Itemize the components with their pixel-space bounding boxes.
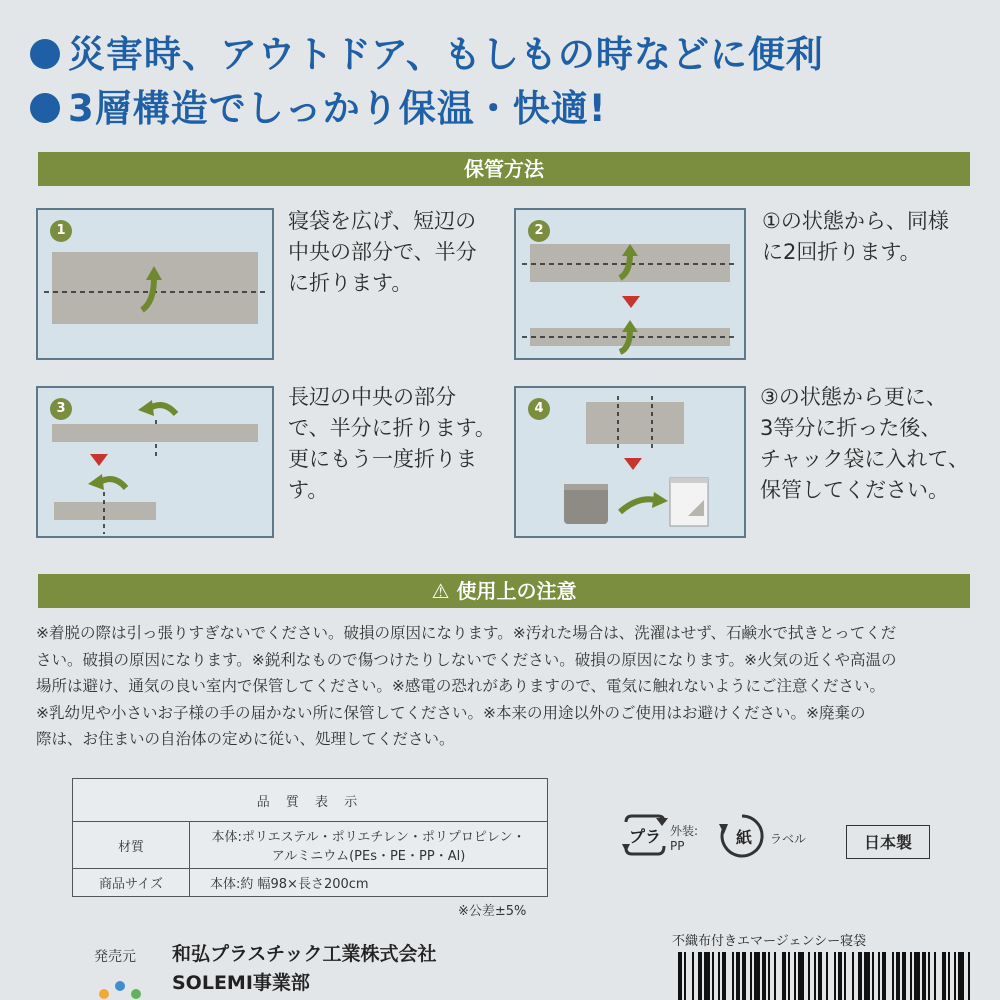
fold-diagram-3 <box>38 388 272 536</box>
step-1-illustration <box>36 208 274 360</box>
svg-text:プラ: プラ <box>628 827 662 846</box>
bullet-dot-icon <box>30 93 60 123</box>
step-3-illustration <box>36 386 274 538</box>
paper-recycle-icon <box>718 812 766 860</box>
step-4-illustration <box>514 386 746 538</box>
fold-diagram-4 <box>516 388 744 536</box>
step-2-text: ①の状態から、同様 に2回折ります。 <box>762 209 949 264</box>
material-value: 本体:ポリエステル・ポリエチレン・ポリプロピレン・ アルミニウム(PEs・PE・PP・Al) <box>190 822 548 869</box>
seller-company: 和弘プラスチック工業株式会社 <box>172 943 437 965</box>
storage-section-title: 保管方法 <box>38 152 970 186</box>
product-name: 不織布付きエマージェンシー寝袋 <box>672 934 867 949</box>
fold-diagram-1 <box>38 210 272 358</box>
step-2-illustration <box>514 208 746 360</box>
tolerance-note: ※公差±5% <box>458 904 527 919</box>
company-logo-icon <box>96 972 146 1000</box>
caution-section-title: ⚠ 使用上の注意 <box>38 574 970 608</box>
step-number-badge: 2 <box>528 220 550 242</box>
headline-1: 災害時、アウトドア、もしもの時などに便利 <box>30 24 824 78</box>
size-label: 商品サイズ <box>73 869 190 897</box>
bullet-dot-icon <box>30 39 60 69</box>
step-number-badge: 4 <box>528 398 550 420</box>
quality-table-title: 品 質 表 示 <box>73 779 548 822</box>
quality-label-table <box>72 778 548 897</box>
headline-2: 3層構造でしっかり保温・快適! <box>30 78 607 132</box>
fold-diagram-2 <box>516 210 744 358</box>
step-1-text: 寝袋を広げ、短辺の 中央の部分で、半分 に折ります。 <box>288 209 477 295</box>
size-value: 本体:約 幅98×長さ200cm <box>190 869 548 897</box>
step-4-text: ③の状態から更に、 3等分に折った後、 チャック袋に入れて、 保管してください。 <box>760 385 969 502</box>
barcode <box>678 952 972 1000</box>
step-number-badge: 3 <box>50 398 72 420</box>
plastic-recycle-label: 外装: PP <box>670 824 699 853</box>
seller-division: SOLEMI事業部 <box>172 972 310 994</box>
material-label: 材質 <box>73 822 190 869</box>
caution-text: ※着脱の際は引っ張りすぎないでください。破損の原因になります。※汚れた場合は、洗濯はせず、石鹸水で拭きとってくだ さい。破損の原因になります。※鋭利なもので傷つけたりしないでください。破損の原因になります。※火気の近くや高温の 場所は避け、通気の良い室内で保管してください。※感電の恐れがありますので、電気に触れないようにご注意ください。 ※乳幼児や小さいお子様の手の届かない所に保管してください。※本来の用途以外のご使用はお避けください。※廃棄の 際は、お住まいの自治体の定めに従い、処理してください。 <box>36 624 897 748</box>
made-in-japan-badge: 日本製 <box>846 825 930 859</box>
seller-info <box>172 940 436 998</box>
paper-recycle-label: ラベル <box>770 832 807 846</box>
step-3-text: 長辺の中央の部分 で、半分に折ります。 更にもう一度折りま す。 <box>288 385 496 502</box>
seller-label: 発売元 <box>94 949 136 965</box>
step-number-badge: 1 <box>50 220 72 242</box>
plastic-recycle-icon <box>618 812 668 858</box>
svg-text:紙: 紙 <box>735 828 753 847</box>
